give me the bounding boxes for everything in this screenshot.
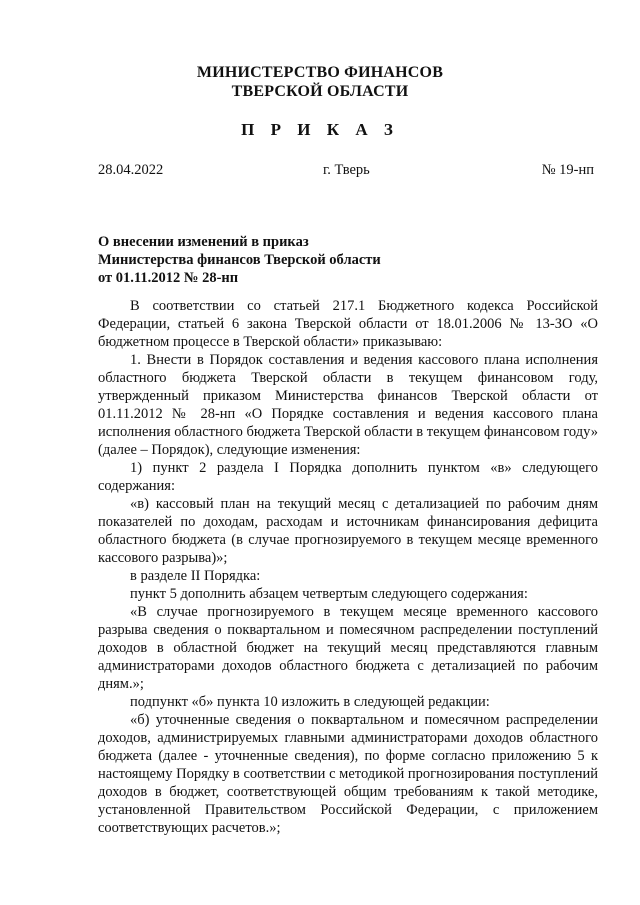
document-type-heading: П Р И К А З (241, 120, 399, 139)
ministry-title-line-2: ТВЕРСКОЙ ОБЛАСТИ (231, 83, 409, 100)
ministry-title-line-1: МИНИСТЕРСТВО ФИНАНСОВ (196, 64, 444, 81)
document-body (98, 297, 598, 837)
body-paragraph-quote-v: «в) кассовый план на текущий месяц с детализацией по рабочим дням показателей по доходам, расходам и источникам финансирования дефицита областного бюджета (в случае прогнозируемого в текущем месяце временного кассового разрыва)»; (98, 496, 598, 566)
document-number: № 19-нп (541, 162, 594, 178)
subject-line-3: от 01.11.2012 № 28-нп (98, 270, 239, 286)
body-paragraph-subitem-1: 1) пункт 2 раздела I Порядка дополнить пунктом «в» следующего содержания: (98, 460, 598, 494)
body-paragraph-section-2: в разделе II Порядка: (130, 568, 261, 584)
body-paragraph-item-1: 1. Внести в Порядок составления и ведения кассового плана исполнения областного бюджета Тверской области в текущем финансовом году, утвержденный приказом Министерства финансов Тверской области от 01.11.2012 № 28-нп «О Порядке составления и ведения кассового плана исполнения областного бюджета Тверской области в текущем финансовом году» (далее – Порядок), следующие изменения: (98, 352, 598, 458)
ministry-title (0, 63, 640, 101)
document-subject (98, 233, 438, 287)
subject-line-1: О внесении изменений в приказ (98, 234, 309, 250)
document-city: г. Тверь (323, 162, 370, 178)
subject-line-2: Министерства финансов Тверской области (98, 252, 381, 268)
body-paragraph-point-5: пункт 5 дополнить абзацем четвертым следующего содержания: (130, 586, 528, 602)
body-paragraph-quote-point-5: «В случае прогнозируемого в текущем месяце временного кассового разрыва сведения о поквартальном и помесячном распределении поступлений доходов в областной бюджет на текущий месяц представляются главным администраторами доходов областного бюджета с детализацией по рабочим дням.»; (98, 604, 598, 692)
body-paragraph-quote-b: «б) уточненные сведения о поквартальном и помесячном распределении доходов, администрируемых главными администраторами доходов областного бюджета (далее - уточненные сведения), по форме согласно приложению 5 к настоящему Порядку в соответствии с методикой прогнозирования поступлений доходов в бюджет, соответствующей общим требованиям к такой методике, установленной Правительством Российской Федерации, с приложением соответствующих расчетов.»; (98, 712, 598, 836)
body-paragraph-preamble: В соответствии со статьей 217.1 Бюджетного кодекса Российской Федерации, статьей 6 закона Тверской области от 18.01.2006 № 13-ЗО «О бюджетном процессе в Тверской области» приказываю: (98, 298, 598, 350)
document-date: 28.04.2022 (98, 162, 164, 178)
body-paragraph-point-10: подпункт «б» пункта 10 изложить в следующей редакции: (130, 694, 490, 710)
